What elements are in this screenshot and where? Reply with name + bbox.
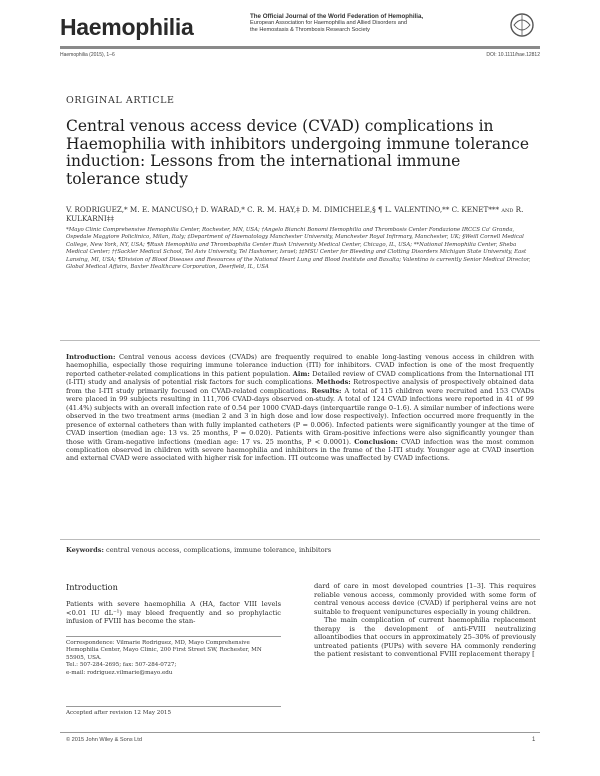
keywords-label: Keywords: (66, 546, 104, 554)
footer-divider (60, 732, 540, 733)
article-type: ORIGINAL ARTICLE (66, 95, 175, 106)
correspondence-phone: Tel.: 507-284-2695; fax: 507-284-0727; (66, 662, 177, 669)
header-divider (60, 46, 540, 49)
author-list: V. RODRIGUEZ,* M. E. MANCUSO,† D. WARAD,* C. R. M. HAY,‡ D. M. DIMICHELE,§ ¶ L. VALENTINO,** C. KENET*** and R. KULKARNI‡‡ (66, 205, 524, 224)
accepted-date: Accepted after revision 12 May 2015 (66, 710, 172, 716)
author-affiliations: *Mayo Clinic Comprehensive Hemophilia Center, Rochester, MN, USA; †Angelo Bianchi Bonomi Hemophilia and Thrombosis Center Fondazione IRCCS Ca' Granda, Ospedale Maggiore Policlinico, Milan, Italy; ‡Department of Haematology Manchester University, Manchester Royal Infirmary, Manchester, UK; §Weill Cornell Medical College, New York, NY, USA; ¶Rush Hemophilia and Thrombophilia Center Rush University Medical Center, Chicago, IL, USA; **National Hemophilia Center, Sheba Medical Center; ††Sackler Medical School, Tel Aviv University, Tel Hashomer, Israel; ‡‡MSU Center for Bleeding and Clotting Disorders Michigan State University, East Lansing, MI, USA; ¶Division of Blood Diseases and Resources of the National Heart Lung and Blood Institute and Baxalta; Valentino is currently Senior Medical Director, Global Medical Affairs, Baxter Healthcare Corporation, Deerfield, IL, USA (66, 227, 531, 271)
journal-name: Haemophilia (60, 14, 194, 40)
abstract-methods-label: Methods: (316, 378, 351, 387)
citation: Haemophilia (2015), 1–6 (60, 52, 115, 58)
official-line-3: the Hemostasis & Thrombosis Research Society (250, 27, 370, 33)
abstract-intro-label: Introduction: (66, 353, 116, 361)
keywords-text: central venous access, complications, immune tolerance, inhibitors (106, 546, 332, 554)
article-title: Central venous access device (CVAD) complications in Haemophilia with inhibitors undergoing immune tolerance induction: Lessons from the international immune tolerance study (66, 117, 529, 188)
doi: DOI: 10.1111/hae.12812 (486, 52, 540, 58)
body-paragraph: dard of care in most developed countries [1–3]. This requires reliable venous access, commonly provided with some form of central venous access device (CVAD) if peripheral veins are not suitable to frequent venipunctures especially in young children. (314, 582, 536, 616)
correspondence-block (66, 640, 281, 677)
correspondence-address: Correspondence: Vilmarie Rodriguez, MD, Mayo Comprehensive Hemophilia Center, Mayo Clinic, 200 First Street SW, Rochester, MN 55905, USA. (66, 640, 262, 661)
abstract-conclusion: CVAD infection was the most common complication observed in children with severe haemophilia and inhibitors in the frame of the I-ITI study. Younger age at CVAD insertion and external CVAD were associated with higher risk for infection. ITI outcome was unaffected by CVAD infections. (66, 437, 534, 463)
section-heading-introduction: Introduction (66, 582, 118, 592)
body-paragraph: The main complication of current haemophilia replacement therapy is the development of anti-FVIII neutralizing alloantibodies that occurs in approximately 25–30% of previously untreated patients (PUPs) with severe HA commonly rendering the patient resistant to conventional FVIII replacement therapy [ (314, 616, 536, 658)
body-column-right (314, 582, 536, 659)
official-line-2: European Association for Haemophilia and Allied Disorders and (250, 20, 408, 26)
abstract-methods: Retrospective analysis of prospectively obtained data from the I-ITI study primarily focused on CVAD-related complications. (66, 378, 534, 395)
abstract-aim: Detailed review of CVAD complications from the International ITI (I-ITI) study and analysis of potential risk factors for such complications. (66, 369, 535, 387)
correspondence-divider (66, 636, 281, 637)
abstract-text (66, 353, 534, 463)
abstract-results-label: Results: (311, 386, 342, 395)
abstract-aim-label: Aim: (292, 369, 310, 378)
keywords (66, 546, 536, 554)
official-journal-statement (250, 13, 540, 34)
copyright: © 2015 John Wiley & Sons Ltd (66, 737, 142, 743)
correspondence-email: e-mail: rodriguez.vilmarie@mayo.edu (66, 669, 173, 676)
abstract-results: A total of 115 children were recruited and 153 CVADs were placed in 99 subjects resulting in 111,706 CVAD-days observed on-study. A total of 124 CVAD infections were reported in 41 of 99 (41.4%) subjects with an overall infection rate of 0.54 per 1000 CVAD-days (interquartile range 0–1.6). A similar number of infections were observed in the two treatment arms (median 2 and 3 in high dose and low dose respectively). Infection occurred more frequently in the presence of external catheters than with fully implanted catheters (P = 0.006). Infected patients were significantly younger at the time of CVAD insertion (median age: 13 vs. 25 months, P = 0.020). Patients with Gram-positive infections were also significantly younger than those with Gram-negative infections (median age: 17 vs. 25 months, P < 0.0001). (66, 386, 534, 446)
journal-logo-icon (504, 10, 540, 40)
abstract-intro: Central venous access devices (CVADs) are frequently required to enable long-lasting venous access in children with haemophilia, especially those requiring immune tolerance induction (ITI) for inhibitors. CVAD infection is one of the most frequently reported catheter-related complications in this patient population. (66, 353, 534, 378)
page-number: 1 (532, 737, 536, 743)
abstract-conclusion-label: Conclusion: (354, 437, 398, 446)
abstract-box (60, 340, 540, 540)
accepted-divider (66, 706, 281, 707)
official-line-1: The Official Journal of the World Federation of Hemophilia, (250, 13, 424, 20)
body-column-left: Patients with severe haemophilia A (HA, factor VIII levels <0.01 IU dL⁻¹) may bleed frequently and so prophylactic infusion of FVIII has become the stan- (66, 600, 281, 625)
journal-header (60, 8, 540, 56)
